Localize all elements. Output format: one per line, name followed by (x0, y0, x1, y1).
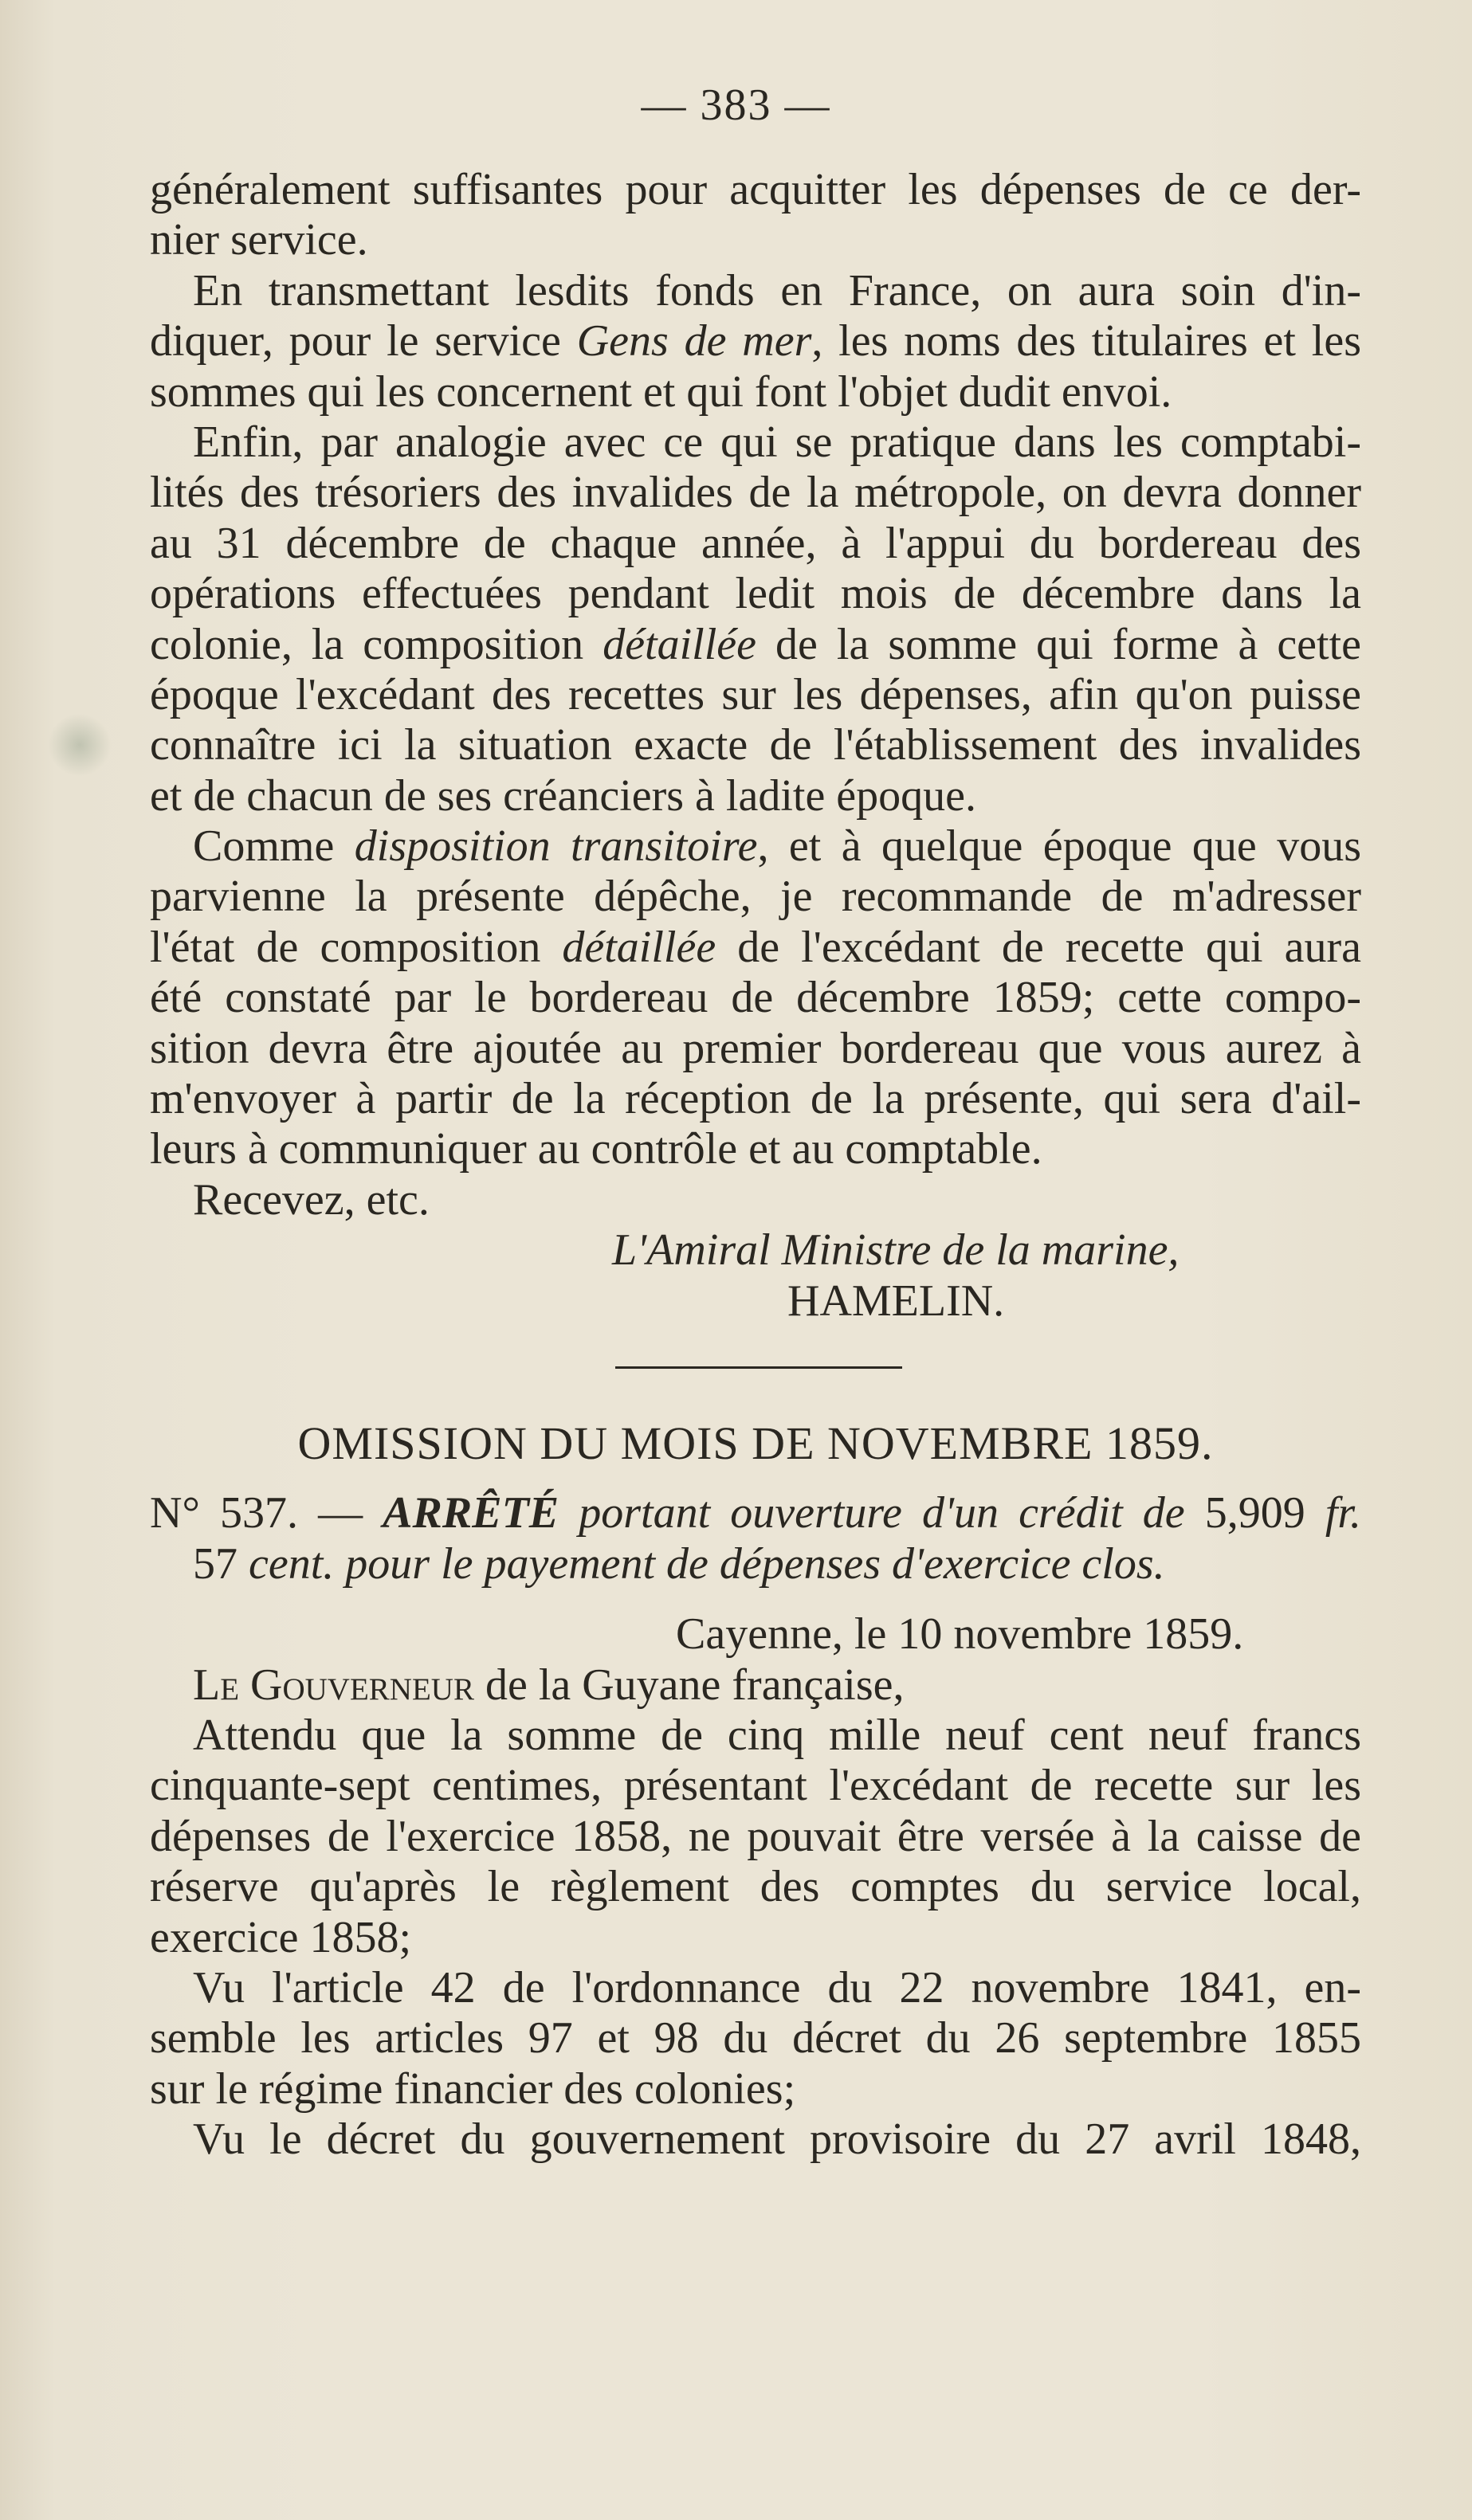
text-line: lités des trésoriers des invalides de la métropole, on devra donner (150, 468, 1361, 518)
text-line (150, 620, 1361, 670)
text-line: nier service. (150, 215, 368, 265)
text-line (150, 316, 1361, 366)
italic-term: disposition transitoire (354, 821, 758, 872)
text-line: sur le régime financier des colonies; (150, 2063, 796, 2114)
text-line: été constaté par le bordereau de décembre 1859; cette compo- (150, 973, 1361, 1023)
text-segment: , les noms des titulaires et les (811, 316, 1361, 366)
text-line: sition devra être ajoutée au premier bordereau que vous aurez à (150, 1023, 1361, 1073)
decree-unit: fr. (1305, 1488, 1362, 1538)
text-segment: l'état de composition (150, 922, 563, 972)
text-line: exercice 1858; (150, 1912, 412, 1962)
italic-term: détaillée (603, 619, 757, 669)
text-line: généralement suffisantes pour acquitter les dépenses de ce der- (150, 165, 1361, 214)
signature-name: HAMELIN. (787, 1276, 1005, 1326)
text-line: Enfin, par analogie avec ce qui se pratique dans les comptabi- (193, 417, 1361, 467)
text-line: opérations effectuées pendant ledit mois de décembre dans la (150, 569, 1361, 619)
paper-stain (48, 713, 112, 777)
text-segment: de la Guyane française, (473, 1660, 905, 1710)
decree-title: portant ouverture d'un crédit de (559, 1488, 1205, 1538)
decree-amount-cents: 57 (193, 1538, 237, 1589)
horizontal-rule (615, 1366, 902, 1369)
signature-title: L'Amiral Ministre de la marine, (612, 1225, 1180, 1276)
section-heading: OMISSION DU MOIS DE NOVEMBRE 1859. (297, 1417, 1214, 1469)
text-segment: — (318, 1488, 363, 1538)
text-segment: , et à quelque époque que vous (757, 821, 1361, 872)
governor-line (150, 1660, 1361, 1711)
place-date: Cayenne, le 10 novembre 1859. (676, 1609, 1244, 1660)
text-line: sommes qui les concernent et qui font l'objet dudit envoi. (150, 366, 1172, 417)
text-line: réserve qu'après le règlement des comptes du service local, (150, 1862, 1361, 1912)
text-line: En transmettant lesdits fonds en France, on aura soin d'in- (193, 265, 1361, 315)
text-line: cinquante-sept centimes, présentant l'excédant de recette sur les (150, 1761, 1361, 1811)
text-line: m'envoyer à partir de la réception de la présente, qui sera d'ail- (150, 1074, 1361, 1124)
decree-amount: 5,909 (1204, 1488, 1305, 1538)
italic-term: Gens de mer (576, 316, 812, 366)
text-line: semble les articles 97 et 98 du décret du 26 septembre 1855 (150, 2013, 1361, 2063)
decree-type: ARRÊTÉ (383, 1488, 559, 1538)
decree-number: N° 537. (150, 1488, 298, 1538)
text-segment: de l'excédant de recette qui aura (716, 922, 1361, 972)
body-text (150, 165, 1361, 2165)
text-line: Attendu que la somme de cinq mille neuf cent neuf francs (193, 1710, 1361, 1760)
governor-title: Le Gouverneur (193, 1660, 474, 1710)
text-segment: colonie, la composition (150, 619, 603, 669)
decree-title-line (150, 1488, 1361, 1538)
decree-title-line (150, 1539, 1361, 1589)
text-line: époque l'excédant des recettes sur les dépenses, afin qu'on puisse (150, 669, 1361, 719)
text-line: connaître ici la situation exacte de l'établissement des invalides (150, 720, 1361, 770)
text-line: dépenses de l'exercice 1858, ne pouvait être versée à la caisse de (150, 1811, 1361, 1861)
text-line: Vu le décret du gouvernement provisoire du 27 avril 1848, (193, 2114, 1361, 2165)
italic-term: détaillée (562, 922, 716, 972)
text-line: Vu l'article 42 de l'ordonnance du 22 novembre 1841, en- (193, 1962, 1361, 2012)
page-number: — 383 — (641, 80, 831, 130)
closing-formula: Recevez, etc. (193, 1174, 430, 1225)
text-line: parvienne la présente dépêche, je recommande de m'adresser (150, 872, 1361, 922)
text-segment: Comme (193, 821, 355, 872)
separator (150, 1327, 1361, 1398)
text-line: leurs à communiquer au contrôle et au comptable. (150, 1124, 1042, 1174)
text-line (150, 923, 1361, 973)
decree-title: cent. pour le payement de dépenses d'exercice clos. (237, 1538, 1165, 1589)
text-line: et de chacun de ses créanciers à ladite époque. (150, 770, 977, 821)
text-segment: de la somme qui forme à cette (756, 619, 1362, 669)
text-line: au 31 décembre de chaque année, à l'appui du bordereau des (150, 518, 1361, 568)
text-line (150, 821, 1361, 872)
text-segment: diquer, pour le service (150, 316, 577, 366)
